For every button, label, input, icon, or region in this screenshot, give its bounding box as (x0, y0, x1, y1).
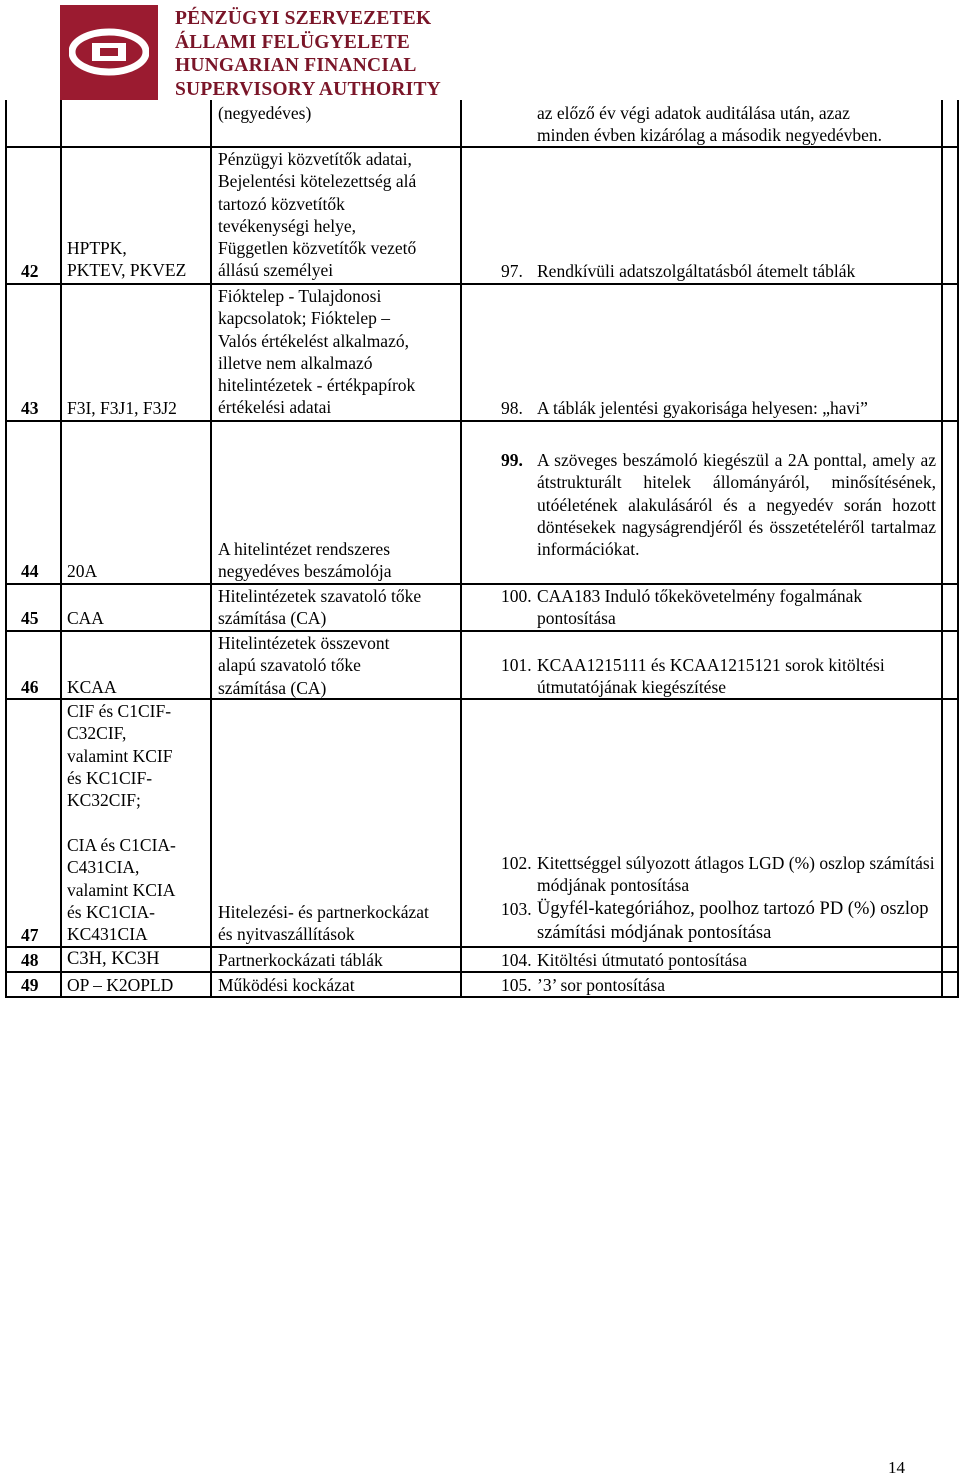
text-line: Valós értékelést alkalmazó, (218, 330, 409, 351)
text-line: illetve nem alkalmazó (218, 352, 373, 373)
text-line: valamint KCIA (67, 879, 176, 900)
text-line: CIA és C1CIA- (67, 835, 176, 855)
page-number: 14 (888, 1458, 905, 1477)
change-text: Rendkívüli adatszolgáltatásból átemelt táblák (537, 261, 856, 281)
change-number: 104. (501, 950, 532, 970)
text-line: CIF és C1CIF- (67, 701, 172, 721)
text-line: Független közvetítők vezető (218, 238, 417, 259)
text-line: számítása (CA) (218, 608, 327, 629)
row-description (218, 632, 390, 699)
row-code: F3I, F3J1, F3J2 (67, 398, 177, 418)
org-name-line: PÉNZÜGYI SZERVEZETEK (175, 8, 432, 29)
text-line: C431CIA, (67, 857, 140, 878)
row-code: CAA (67, 608, 104, 628)
row-number: 45 (21, 608, 39, 628)
change-number: 98. (501, 398, 523, 418)
change-number: 97. (501, 261, 523, 281)
text-line: Hitelezési- és partnerkockázat (218, 902, 429, 922)
change-number: 105. (501, 975, 532, 995)
row-number: 47 (21, 925, 39, 945)
change-text: Kitöltési útmutató pontosítása (537, 950, 747, 970)
text-line: tartozó közvetítők (218, 193, 345, 214)
row-description (218, 538, 391, 583)
org-name-line: SUPERVISORY AUTHORITY (175, 78, 441, 100)
change-number: 103. (501, 899, 532, 919)
change-item (501, 654, 936, 699)
text-line: HPTPK, (67, 238, 127, 258)
org-name (175, 7, 441, 101)
text-line: hitelintézetek - értékpapírok (218, 375, 416, 396)
row-number: 46 (21, 677, 39, 697)
row-description (218, 585, 421, 630)
row-number: 44 (21, 561, 39, 581)
text-line: az előző év végi adatok auditálása után, azaz (537, 103, 850, 123)
change-text: ’3’ sor pontosítása (537, 975, 665, 995)
change-text: Ügyfél-kategóriához, poolhoz tartozó PD (%) oszlop számítási módjának pontosítása (537, 899, 929, 943)
org-name-line: ÁLLAMI FELÜGYELETE (175, 31, 410, 53)
change-text: CAA183 Induló tőkekövetelmény fogalmának pontosítása (537, 586, 863, 629)
psz-logo-icon (69, 24, 149, 80)
row-description (218, 285, 415, 419)
cell-carryover-change (537, 102, 882, 147)
row-description: Működési kockázat (218, 975, 355, 995)
change-item (501, 585, 936, 630)
change-text: Kitettséggel súlyozott átlagos LGD (%) oszlop számítási módjának pontosítása (537, 853, 935, 896)
row-number: 48 (21, 950, 39, 970)
cell-carryover-desc: (negyedéves) (218, 103, 312, 123)
row-code (67, 237, 186, 282)
row-code: C3H, KC3H (67, 949, 160, 969)
text-line: és KC1CIF- (67, 767, 153, 788)
row-code: KCAA (67, 677, 117, 697)
org-name-line: HUNGARIAN FINANCIAL (175, 55, 417, 76)
change-item (501, 397, 931, 419)
change-text: KCAA1215111 és KCAA1215121 sorok kitöltési útmutatójának kiegészítése (537, 655, 885, 698)
text-line: tevékenységi helye, (218, 215, 357, 236)
text-line: alapú szavatoló tőke (218, 655, 361, 676)
change-item (501, 974, 936, 996)
change-number: 100. (501, 586, 532, 606)
change-item (501, 852, 936, 897)
text-line: Pénzügyi közvetítők adatai, (218, 149, 412, 169)
change-text: A szöveges beszámoló kiegészül a 2A ponttal, amely az átstrukturált hitelek állományáról, minősítésének, utóéletének alakulásáról és a negyedév során hozott döntésekek nagyságrendjéről és összetételéről tartalmaz információkat. (537, 450, 936, 560)
row-description (218, 148, 416, 282)
row-code (67, 834, 176, 945)
row-code: 20A (67, 561, 98, 581)
text-line: PKTEV, PKVEZ (67, 260, 187, 281)
change-number: 99. (501, 450, 523, 470)
text-line: állású személyei (218, 260, 334, 281)
text-line: negyedéves beszámolója (218, 561, 392, 582)
text-line: értékelési adatai (218, 397, 332, 418)
text-line: Hitelintézetek szavatoló tőke (218, 586, 422, 606)
text-line: C32CIF, (67, 723, 127, 744)
row-number: 49 (21, 975, 39, 995)
row-number: 42 (21, 261, 39, 281)
change-number: 101. (501, 655, 532, 675)
text-line: valamint KCIF (67, 745, 173, 766)
text-line: és KC1CIA- (67, 901, 155, 922)
text-line: Bejelentési kötelezettség alá (218, 171, 417, 192)
text-line: Fióktelep - Tulajdonosi (218, 286, 382, 306)
row-description: Partnerkockázati táblák (218, 950, 383, 970)
change-item (501, 898, 941, 945)
text-line: Hitelintézetek összevont (218, 633, 390, 653)
change-item (501, 949, 936, 971)
text-line: A hitelintézet rendszeres (218, 539, 391, 559)
text-line: KC32CIF; (67, 790, 141, 811)
change-item (501, 449, 936, 583)
text-line: minden évben kizárólag a második negyedévben. (537, 125, 883, 146)
text-line: kapcsolatok; Fióktelep – (218, 308, 391, 329)
text-line: számítása (CA) (218, 677, 327, 698)
row-code (67, 700, 172, 811)
row-code: OP – K2OPLD (67, 975, 174, 995)
row-description (218, 901, 429, 946)
text-line: KC431CIA (67, 924, 148, 945)
change-text: A táblák jelentési gyakorisága helyesen: „havi” (537, 398, 868, 418)
change-item (501, 260, 931, 282)
row-number: 43 (21, 398, 39, 418)
text-line: és nyitvaszállítások (218, 924, 355, 945)
logo-mark (60, 5, 158, 100)
change-number: 102. (501, 853, 532, 873)
